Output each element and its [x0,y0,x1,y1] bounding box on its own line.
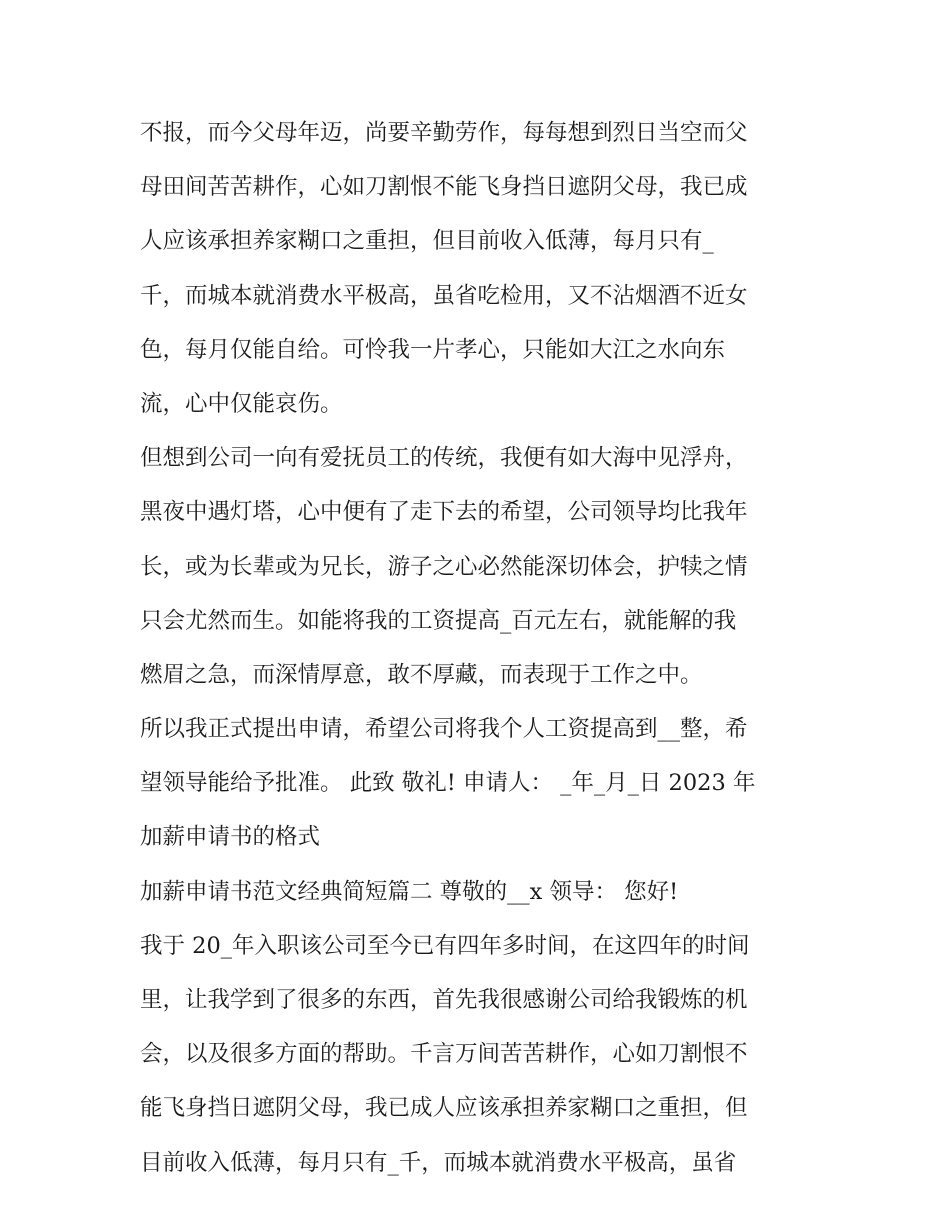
text-line: 加薪申请书的格式 [140,824,321,851]
text-line: 望领导能给予批准。 此致 敬礼! 申请人： _年_月_日 2023 年 [140,770,756,797]
text-line: 人应该承担养家糊口之重担，但目前收入低薄，每月只有_ [140,228,714,255]
text-line: 能飞身挡日遮阴父母，我已成人应该承担养家糊口之重担，但 [140,1095,748,1122]
text-line: 千，而城本就消费水平极高，虽省吃检用，又不沾烟酒不近女 [140,282,748,309]
text-line: 所以我正式提出申请，希望公司将我个人工资提高到__整，希 [140,716,748,743]
text-line: 加薪申请书范文经典简短篇二 尊敬的__x 领导： 您好! [140,878,679,905]
text-line: 我于 20_年入职该公司至今已有四年多时间，在这四年的时间 [140,932,750,959]
text-line: 母田间苦苦耕作，心如刀割恨不能飞身挡日遮阴父母，我已成 [140,174,748,201]
text-line: 但想到公司一向有爱抚员工的传统，我便有如大海中见浮舟， [140,445,748,472]
text-line: 流，心中仅能哀伤。 [140,390,343,417]
document-body [140,106,820,1190]
text-line: 里，让我学到了很多的东西，首先我很感谢公司给我锻炼的机 [140,987,748,1013]
text-line: 黑夜中遇灯塔，心中便有了走下去的希望，公司领导均比我年 [140,499,748,526]
text-line: 长，或为长辈或为兄长，游子之心必然能深切体会，护犊之情 [140,553,748,580]
text-line: 不报，而今父母年迈，尚要辛勤劳作，每每想到烈日当空而父 [140,120,748,146]
text-line: 只会尤然而生。如能将我的工资提高_百元左右，就能解的我 [140,607,737,634]
text-line: 燃眉之急，而深情厚意，敢不厚藏，而表现于工作之中。 [140,661,703,688]
text-line: 色，每月仅能自给。可怜我一片孝心，只能如大江之水向东 [140,336,726,363]
text-line: 会，以及很多方面的帮助。千言万间苦苦耕作，心如刀割恨不 [140,1041,748,1068]
text-line: 目前收入低薄，每月只有_千，而城本就消费水平极高，虽省 [140,1149,737,1176]
